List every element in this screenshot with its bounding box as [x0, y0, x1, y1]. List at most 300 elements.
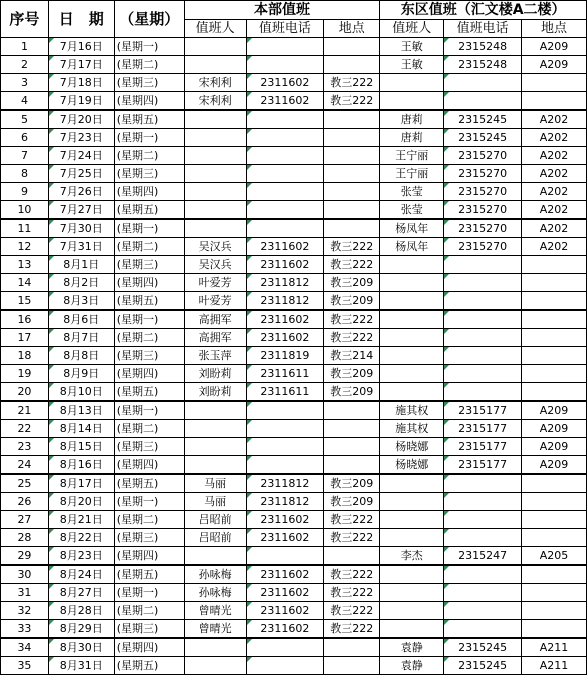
cell-date[interactable]: 8月30日: [48, 638, 114, 657]
cell-seq[interactable]: 5: [1, 110, 49, 129]
cell-seq[interactable]: 32: [1, 602, 49, 620]
cell-east-person[interactable]: 王宁丽: [380, 165, 444, 183]
cell-weekday[interactable]: (星期四): [114, 183, 184, 201]
cell-main-phone[interactable]: [246, 456, 324, 475]
cell-east-person[interactable]: 杨凤年: [380, 238, 444, 256]
cell-seq[interactable]: 29: [1, 547, 49, 566]
cell-main-place[interactable]: 教三222: [324, 329, 380, 347]
cell-east-place[interactable]: A209: [522, 401, 587, 420]
cell-main-place[interactable]: [324, 201, 380, 220]
cell-east-place[interactable]: A209: [522, 456, 587, 475]
cell-east-person[interactable]: 李杰: [380, 547, 444, 566]
cell-east-person[interactable]: 唐莉: [380, 129, 444, 147]
cell-main-person[interactable]: [184, 438, 246, 456]
cell-weekday[interactable]: (星期三): [114, 620, 184, 639]
cell-main-person[interactable]: 宋利利: [184, 74, 246, 92]
cell-east-place[interactable]: A202: [522, 147, 587, 165]
cell-main-phone[interactable]: 2311602: [246, 529, 324, 547]
cell-main-phone[interactable]: 2311611: [246, 383, 324, 402]
cell-seq[interactable]: 10: [1, 201, 49, 220]
cell-weekday[interactable]: (星期五): [114, 565, 184, 584]
cell-main-phone[interactable]: [246, 165, 324, 183]
cell-main-place[interactable]: 教三222: [324, 310, 380, 329]
cell-main-person[interactable]: 高拥军: [184, 329, 246, 347]
cell-east-phone[interactable]: [444, 584, 522, 602]
cell-east-place[interactable]: [522, 329, 587, 347]
cell-east-place[interactable]: A202: [522, 165, 587, 183]
cell-date[interactable]: 8月15日: [48, 438, 114, 456]
cell-east-place[interactable]: [522, 529, 587, 547]
cell-east-place[interactable]: A209: [522, 438, 587, 456]
cell-date[interactable]: 8月10日: [48, 383, 114, 402]
cell-east-place[interactable]: A211: [522, 638, 587, 657]
cell-seq[interactable]: 26: [1, 493, 49, 511]
cell-date[interactable]: 8月14日: [48, 420, 114, 438]
cell-main-person[interactable]: 曾晴光: [184, 602, 246, 620]
cell-east-person[interactable]: [380, 565, 444, 584]
cell-weekday[interactable]: (星期四): [114, 456, 184, 475]
cell-date[interactable]: 8月27日: [48, 584, 114, 602]
cell-east-person[interactable]: 杨晓娜: [380, 456, 444, 475]
cell-east-person[interactable]: 袁静: [380, 657, 444, 675]
cell-seq[interactable]: 1: [1, 38, 49, 56]
cell-east-place[interactable]: [522, 565, 587, 584]
cell-date[interactable]: 8月20日: [48, 493, 114, 511]
cell-weekday[interactable]: (星期二): [114, 238, 184, 256]
cell-east-place[interactable]: A202: [522, 129, 587, 147]
cell-seq[interactable]: 33: [1, 620, 49, 639]
cell-date[interactable]: 8月7日: [48, 329, 114, 347]
cell-east-person[interactable]: 唐莉: [380, 110, 444, 129]
cell-date[interactable]: 8月22日: [48, 529, 114, 547]
cell-east-place[interactable]: [522, 365, 587, 383]
cell-date[interactable]: 8月29日: [48, 620, 114, 639]
cell-date[interactable]: 8月8日: [48, 347, 114, 365]
cell-east-person[interactable]: 王宁丽: [380, 147, 444, 165]
cell-east-phone[interactable]: [444, 474, 522, 493]
cell-date[interactable]: 8月16日: [48, 456, 114, 475]
cell-east-place[interactable]: [522, 74, 587, 92]
cell-weekday[interactable]: (星期四): [114, 274, 184, 292]
cell-date[interactable]: 8月13日: [48, 401, 114, 420]
cell-main-person[interactable]: [184, 38, 246, 56]
cell-main-place[interactable]: 教三222: [324, 620, 380, 639]
cell-main-person[interactable]: 吴汉兵: [184, 256, 246, 274]
cell-date[interactable]: 8月21日: [48, 511, 114, 529]
cell-seq[interactable]: 31: [1, 584, 49, 602]
cell-east-phone[interactable]: [444, 565, 522, 584]
cell-east-person[interactable]: [380, 347, 444, 365]
cell-seq[interactable]: 20: [1, 383, 49, 402]
cell-main-person[interactable]: 孙咏梅: [184, 584, 246, 602]
cell-east-phone[interactable]: [444, 383, 522, 402]
cell-east-phone[interactable]: 2315270: [444, 183, 522, 201]
cell-east-person[interactable]: 施其权: [380, 420, 444, 438]
cell-east-phone[interactable]: 2315177: [444, 401, 522, 420]
cell-main-person[interactable]: [184, 183, 246, 201]
cell-main-place[interactable]: [324, 438, 380, 456]
cell-main-phone[interactable]: 2311602: [246, 74, 324, 92]
cell-seq[interactable]: 22: [1, 420, 49, 438]
cell-weekday[interactable]: (星期五): [114, 383, 184, 402]
cell-main-place[interactable]: [324, 638, 380, 657]
cell-main-place[interactable]: [324, 147, 380, 165]
cell-main-place[interactable]: [324, 219, 380, 238]
cell-weekday[interactable]: (星期五): [114, 110, 184, 129]
cell-weekday[interactable]: (星期四): [114, 547, 184, 566]
cell-main-place[interactable]: [324, 110, 380, 129]
cell-seq[interactable]: 2: [1, 56, 49, 74]
cell-east-place[interactable]: [522, 92, 587, 111]
cell-date[interactable]: 7月31日: [48, 238, 114, 256]
cell-east-place[interactable]: [522, 511, 587, 529]
cell-seq[interactable]: 11: [1, 219, 49, 238]
cell-date[interactable]: 7月17日: [48, 56, 114, 74]
cell-main-phone[interactable]: 2311611: [246, 365, 324, 383]
cell-east-place[interactable]: [522, 620, 587, 639]
cell-east-phone[interactable]: [444, 620, 522, 639]
cell-main-person[interactable]: 曾晴光: [184, 620, 246, 639]
cell-date[interactable]: 7月23日: [48, 129, 114, 147]
cell-date[interactable]: 7月25日: [48, 165, 114, 183]
cell-main-place[interactable]: 教三209: [324, 292, 380, 311]
cell-main-phone[interactable]: 2311602: [246, 620, 324, 639]
cell-main-phone[interactable]: 2311812: [246, 474, 324, 493]
cell-main-person[interactable]: 马丽: [184, 474, 246, 493]
cell-main-place[interactable]: [324, 657, 380, 675]
cell-weekday[interactable]: (星期五): [114, 657, 184, 675]
cell-date[interactable]: 8月17日: [48, 474, 114, 493]
cell-east-phone[interactable]: [444, 365, 522, 383]
cell-east-person[interactable]: [380, 620, 444, 639]
cell-date[interactable]: 8月3日: [48, 292, 114, 311]
cell-east-place[interactable]: A211: [522, 657, 587, 675]
cell-main-person[interactable]: [184, 456, 246, 475]
cell-main-place[interactable]: 教三222: [324, 584, 380, 602]
cell-weekday[interactable]: (星期一): [114, 401, 184, 420]
cell-east-person[interactable]: [380, 511, 444, 529]
cell-main-phone[interactable]: [246, 638, 324, 657]
cell-weekday[interactable]: (星期五): [114, 292, 184, 311]
cell-weekday[interactable]: (星期三): [114, 529, 184, 547]
cell-east-phone[interactable]: 2315245: [444, 110, 522, 129]
cell-east-phone[interactable]: [444, 602, 522, 620]
cell-weekday[interactable]: (星期四): [114, 92, 184, 111]
cell-east-place[interactable]: A202: [522, 110, 587, 129]
cell-main-place[interactable]: 教三222: [324, 602, 380, 620]
cell-main-place[interactable]: 教三214: [324, 347, 380, 365]
cell-east-place[interactable]: [522, 274, 587, 292]
cell-weekday[interactable]: (星期一): [114, 584, 184, 602]
cell-main-person[interactable]: [184, 147, 246, 165]
cell-east-phone[interactable]: 2315248: [444, 38, 522, 56]
cell-east-person[interactable]: 施其权: [380, 401, 444, 420]
cell-weekday[interactable]: (星期二): [114, 511, 184, 529]
cell-date[interactable]: 8月1日: [48, 256, 114, 274]
cell-main-person[interactable]: [184, 420, 246, 438]
cell-main-person[interactable]: 吕昭前: [184, 529, 246, 547]
cell-seq[interactable]: 15: [1, 292, 49, 311]
cell-east-person[interactable]: [380, 529, 444, 547]
cell-east-place[interactable]: [522, 493, 587, 511]
cell-main-place[interactable]: 教三209: [324, 274, 380, 292]
cell-date[interactable]: 7月24日: [48, 147, 114, 165]
cell-main-phone[interactable]: 2311812: [246, 493, 324, 511]
cell-east-phone[interactable]: 2315177: [444, 420, 522, 438]
cell-main-person[interactable]: [184, 401, 246, 420]
cell-date[interactable]: 8月6日: [48, 310, 114, 329]
cell-east-person[interactable]: [380, 383, 444, 402]
cell-east-phone[interactable]: [444, 310, 522, 329]
cell-east-place[interactable]: [522, 292, 587, 311]
cell-east-place[interactable]: [522, 383, 587, 402]
cell-east-phone[interactable]: [444, 256, 522, 274]
cell-date[interactable]: 7月16日: [48, 38, 114, 56]
cell-weekday[interactable]: (星期五): [114, 201, 184, 220]
cell-seq[interactable]: 35: [1, 657, 49, 675]
cell-seq[interactable]: 14: [1, 274, 49, 292]
cell-east-phone[interactable]: 2315270: [444, 238, 522, 256]
cell-main-person[interactable]: [184, 110, 246, 129]
cell-east-person[interactable]: [380, 310, 444, 329]
cell-east-phone[interactable]: [444, 292, 522, 311]
cell-main-phone[interactable]: 2311602: [246, 256, 324, 274]
cell-east-place[interactable]: A209: [522, 420, 587, 438]
cell-weekday[interactable]: (星期三): [114, 347, 184, 365]
cell-main-person[interactable]: 张玉萍: [184, 347, 246, 365]
cell-east-phone[interactable]: 2315245: [444, 657, 522, 675]
cell-seq[interactable]: 4: [1, 92, 49, 111]
cell-seq[interactable]: 30: [1, 565, 49, 584]
cell-east-place[interactable]: [522, 584, 587, 602]
cell-seq[interactable]: 24: [1, 456, 49, 475]
cell-east-phone[interactable]: [444, 493, 522, 511]
cell-east-person[interactable]: [380, 274, 444, 292]
cell-east-place[interactable]: A205: [522, 547, 587, 566]
cell-east-phone[interactable]: 2315245: [444, 129, 522, 147]
cell-main-phone[interactable]: 2311812: [246, 274, 324, 292]
cell-main-phone[interactable]: 2311602: [246, 584, 324, 602]
cell-main-phone[interactable]: 2311819: [246, 347, 324, 365]
cell-weekday[interactable]: (星期一): [114, 493, 184, 511]
cell-east-phone[interactable]: [444, 529, 522, 547]
cell-main-place[interactable]: 教三222: [324, 238, 380, 256]
cell-main-place[interactable]: [324, 165, 380, 183]
cell-east-place[interactable]: A209: [522, 38, 587, 56]
cell-main-place[interactable]: 教三222: [324, 92, 380, 111]
cell-date[interactable]: 7月19日: [48, 92, 114, 111]
cell-east-place[interactable]: [522, 474, 587, 493]
cell-east-person[interactable]: [380, 74, 444, 92]
cell-main-person[interactable]: 吕昭前: [184, 511, 246, 529]
cell-weekday[interactable]: (星期一): [114, 219, 184, 238]
cell-main-person[interactable]: [184, 638, 246, 657]
cell-main-phone[interactable]: 2311602: [246, 602, 324, 620]
cell-main-person[interactable]: [184, 547, 246, 566]
cell-main-person[interactable]: 孙咏梅: [184, 565, 246, 584]
cell-seq[interactable]: 27: [1, 511, 49, 529]
cell-main-person[interactable]: 吴汉兵: [184, 238, 246, 256]
cell-seq[interactable]: 12: [1, 238, 49, 256]
cell-main-place[interactable]: 教三222: [324, 256, 380, 274]
cell-east-phone[interactable]: [444, 329, 522, 347]
cell-main-place[interactable]: [324, 38, 380, 56]
cell-seq[interactable]: 13: [1, 256, 49, 274]
cell-main-place[interactable]: [324, 456, 380, 475]
cell-east-phone[interactable]: 2315245: [444, 638, 522, 657]
cell-date[interactable]: 7月30日: [48, 219, 114, 238]
cell-east-person[interactable]: [380, 256, 444, 274]
cell-east-person[interactable]: 张莹: [380, 183, 444, 201]
cell-east-phone[interactable]: 2315270: [444, 165, 522, 183]
cell-main-place[interactable]: [324, 547, 380, 566]
cell-east-place[interactable]: [522, 602, 587, 620]
cell-east-phone[interactable]: 2315177: [444, 456, 522, 475]
cell-east-phone[interactable]: [444, 92, 522, 111]
cell-seq[interactable]: 19: [1, 365, 49, 383]
cell-main-phone[interactable]: [246, 38, 324, 56]
cell-date[interactable]: 7月26日: [48, 183, 114, 201]
cell-weekday[interactable]: (星期三): [114, 74, 184, 92]
cell-main-phone[interactable]: 2311602: [246, 329, 324, 347]
cell-main-phone[interactable]: [246, 129, 324, 147]
cell-main-person[interactable]: [184, 201, 246, 220]
cell-main-phone[interactable]: [246, 183, 324, 201]
cell-east-person[interactable]: [380, 329, 444, 347]
cell-main-phone[interactable]: 2311812: [246, 292, 324, 311]
cell-main-phone[interactable]: [246, 420, 324, 438]
cell-east-place[interactable]: A202: [522, 219, 587, 238]
cell-weekday[interactable]: (星期三): [114, 165, 184, 183]
cell-east-person[interactable]: 张莹: [380, 201, 444, 220]
cell-main-place[interactable]: [324, 401, 380, 420]
cell-east-place[interactable]: A202: [522, 201, 587, 220]
cell-main-phone[interactable]: 2311602: [246, 310, 324, 329]
cell-main-place[interactable]: 教三209: [324, 493, 380, 511]
cell-seq[interactable]: 8: [1, 165, 49, 183]
cell-east-place[interactable]: A202: [522, 238, 587, 256]
cell-main-person[interactable]: 刘盼莉: [184, 365, 246, 383]
cell-east-phone[interactable]: [444, 74, 522, 92]
cell-main-person[interactable]: 宋利利: [184, 92, 246, 111]
cell-main-place[interactable]: [324, 420, 380, 438]
cell-seq[interactable]: 3: [1, 74, 49, 92]
cell-east-person[interactable]: 袁静: [380, 638, 444, 657]
cell-main-place[interactable]: 教三222: [324, 529, 380, 547]
cell-main-person[interactable]: [184, 165, 246, 183]
cell-main-phone[interactable]: [246, 219, 324, 238]
cell-east-phone[interactable]: 2315247: [444, 547, 522, 566]
cell-weekday[interactable]: (星期一): [114, 38, 184, 56]
cell-main-phone[interactable]: [246, 547, 324, 566]
cell-main-person[interactable]: [184, 129, 246, 147]
cell-date[interactable]: 8月24日: [48, 565, 114, 584]
cell-seq[interactable]: 9: [1, 183, 49, 201]
cell-east-phone[interactable]: 2315270: [444, 201, 522, 220]
cell-east-phone[interactable]: 2315248: [444, 56, 522, 74]
cell-east-place[interactable]: A209: [522, 56, 587, 74]
cell-east-phone[interactable]: [444, 511, 522, 529]
cell-main-phone[interactable]: 2311602: [246, 511, 324, 529]
cell-east-place[interactable]: [522, 256, 587, 274]
cell-date[interactable]: 7月20日: [48, 110, 114, 129]
cell-main-phone[interactable]: [246, 401, 324, 420]
cell-east-phone[interactable]: 2315270: [444, 219, 522, 238]
cell-main-phone[interactable]: 2311602: [246, 238, 324, 256]
cell-weekday[interactable]: (星期一): [114, 310, 184, 329]
cell-weekday[interactable]: (星期二): [114, 147, 184, 165]
cell-seq[interactable]: 28: [1, 529, 49, 547]
cell-seq[interactable]: 34: [1, 638, 49, 657]
cell-main-place[interactable]: 教三222: [324, 74, 380, 92]
cell-main-person[interactable]: 叶爱芳: [184, 274, 246, 292]
cell-main-place[interactable]: 教三222: [324, 565, 380, 584]
cell-main-place[interactable]: [324, 129, 380, 147]
cell-date[interactable]: 7月18日: [48, 74, 114, 92]
cell-main-phone[interactable]: [246, 147, 324, 165]
cell-east-place[interactable]: [522, 347, 587, 365]
cell-main-phone[interactable]: [246, 201, 324, 220]
cell-weekday[interactable]: (星期二): [114, 420, 184, 438]
cell-east-place[interactable]: A202: [522, 183, 587, 201]
cell-main-person[interactable]: [184, 56, 246, 74]
cell-east-person[interactable]: [380, 584, 444, 602]
cell-weekday[interactable]: (星期二): [114, 329, 184, 347]
cell-date[interactable]: 8月23日: [48, 547, 114, 566]
cell-main-person[interactable]: 叶爱芳: [184, 292, 246, 311]
cell-main-phone[interactable]: 2311602: [246, 92, 324, 111]
cell-east-person[interactable]: [380, 474, 444, 493]
cell-main-place[interactable]: 教三222: [324, 511, 380, 529]
cell-date[interactable]: 8月28日: [48, 602, 114, 620]
cell-seq[interactable]: 16: [1, 310, 49, 329]
cell-weekday[interactable]: (星期五): [114, 474, 184, 493]
cell-east-person[interactable]: 王敏: [380, 56, 444, 74]
cell-seq[interactable]: 18: [1, 347, 49, 365]
cell-east-person[interactable]: 杨晓娜: [380, 438, 444, 456]
cell-main-person[interactable]: 刘盼莉: [184, 383, 246, 402]
cell-date[interactable]: 8月2日: [48, 274, 114, 292]
cell-seq[interactable]: 17: [1, 329, 49, 347]
cell-main-phone[interactable]: [246, 110, 324, 129]
cell-weekday[interactable]: (星期三): [114, 256, 184, 274]
cell-east-person[interactable]: [380, 493, 444, 511]
cell-date[interactable]: 8月9日: [48, 365, 114, 383]
cell-seq[interactable]: 7: [1, 147, 49, 165]
cell-main-place[interactable]: 教三209: [324, 383, 380, 402]
cell-main-place[interactable]: 教三209: [324, 474, 380, 493]
cell-main-place[interactable]: 教三209: [324, 365, 380, 383]
cell-main-person[interactable]: 马丽: [184, 493, 246, 511]
cell-main-phone[interactable]: [246, 56, 324, 74]
cell-weekday[interactable]: (星期四): [114, 638, 184, 657]
cell-main-person[interactable]: 高拥军: [184, 310, 246, 329]
cell-weekday[interactable]: (星期三): [114, 438, 184, 456]
cell-weekday[interactable]: (星期一): [114, 129, 184, 147]
cell-east-phone[interactable]: [444, 347, 522, 365]
cell-east-place[interactable]: [522, 310, 587, 329]
cell-weekday[interactable]: (星期二): [114, 56, 184, 74]
cell-east-phone[interactable]: 2315270: [444, 147, 522, 165]
cell-main-phone[interactable]: 2311602: [246, 565, 324, 584]
cell-main-phone[interactable]: [246, 438, 324, 456]
cell-east-person[interactable]: [380, 92, 444, 111]
cell-main-place[interactable]: [324, 183, 380, 201]
cell-east-person[interactable]: [380, 292, 444, 311]
cell-date[interactable]: 8月31日: [48, 657, 114, 675]
cell-seq[interactable]: 21: [1, 401, 49, 420]
cell-main-phone[interactable]: [246, 657, 324, 675]
